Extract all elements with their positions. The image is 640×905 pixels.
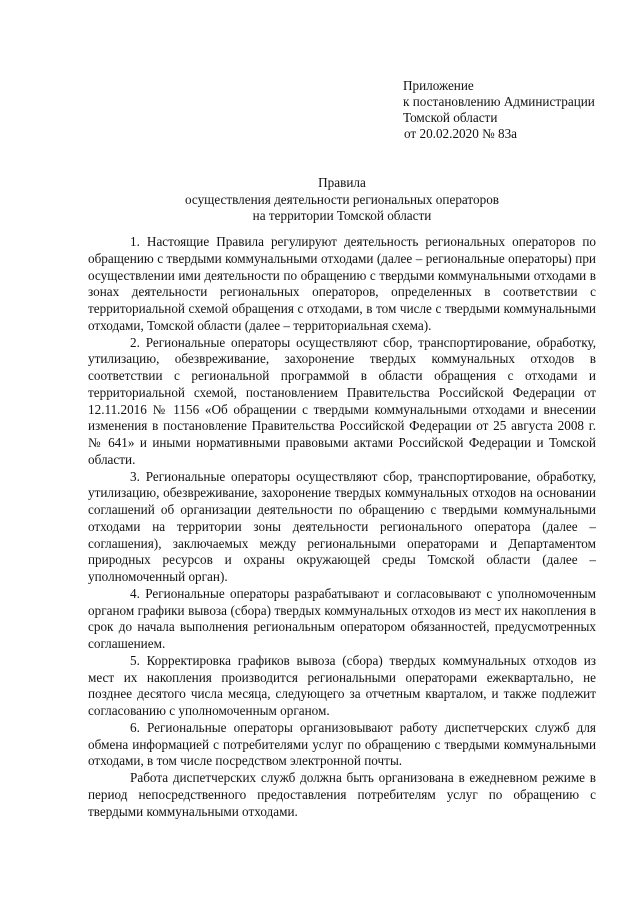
paragraph-2: 2. Региональные операторы осуществляют сбор, транспортирование, обработку, утилизацию, обезвреживание, захоронение твердых коммунальных отходов в соответствии с региональной программой в области обращения с отходами и территориальной схемой, постановлением Правительства Российской Федерации от 12.11.2016 № 1156 «Об обращении с твердыми коммунальными отходами и внесении изменения в постановление Правительства Российской Федерации от 25 августа 2008 г. № 641» и иными нормативными правовыми актами Российской Федерации и Томской области. bbox=[88, 334, 596, 467]
document-title bbox=[88, 175, 596, 225]
document-body bbox=[88, 234, 596, 820]
appendix-date-number: от 20.02.2020 № 83а bbox=[404, 126, 518, 141]
paragraph-4: 4. Региональные операторы разрабатывают и согласовывают с уполномоченным органом графики вывоза (сбора) твердых коммунальных отходов из мест их накопления в срок до начала выполнения региональным оператором обязанностей, предусмотренных соглашением. bbox=[88, 585, 596, 651]
appendix-region: Томской области bbox=[403, 110, 498, 125]
title-line-subject: осуществления деятельности региональных операторов bbox=[184, 191, 500, 207]
paragraph-3: 3. Региональные операторы осуществляют сбор, транспортирование, обработку, утилизацию, обезвреживание, захоронение твердых коммунальных отходов на основании соглашений об организации деятельности по обращению с твердыми коммунальными отходами на территории зоны деятельности регионального оператора (далее – соглашения), заключаемых между региональными операторами и Департаментом природных ресурсов и охраны окружающей среды Томской области (далее – уполномоченный орган). bbox=[88, 468, 596, 584]
paragraph-6: 6. Региональные операторы организовывают работу диспетчерских служб для обмена информацией с потребителями услуг по обращению с твердыми коммунальными отходами, в том числе посредством электронной почты. bbox=[88, 719, 596, 769]
title-line-territory: на территории Томской области bbox=[252, 208, 432, 223]
title-line-rules: Правила bbox=[318, 175, 366, 190]
paragraph-dispatch-hours: Работа диспетчерских служб должна быть организована в ежедневном режиме в период непосредственного предоставления потребителям услуг по обращению с твердыми коммунальными отходами. bbox=[88, 770, 596, 819]
appendix-resolution: к постановлению Администрации bbox=[403, 94, 595, 109]
paragraph-1: 1. Настоящие Правила регулируют деятельность региональных операторов по обращению с твердыми коммунальными отходами (далее – региональные операторы) при осуществлении ими деятельности по обращению с твердыми коммунальными отходами в зонах деятельности региональных операторов, определенных в соответствии с территориальной схемой обращения с отходами, в том числе с твердыми коммунальными отходами, Томской области (далее – территориальная схема). bbox=[88, 234, 596, 333]
paragraph-5: 5. Корректировка графиков вывоза (сбора) твердых коммунальных отходов из мест их накопления производится региональными операторами ежеквартально, не позднее десятого числа месяца, следующего за отчетным кварталом, и также подлежит согласованию с уполномоченным органом. bbox=[88, 652, 596, 718]
appendix-header bbox=[403, 78, 633, 142]
appendix-label: Приложение bbox=[403, 78, 474, 93]
